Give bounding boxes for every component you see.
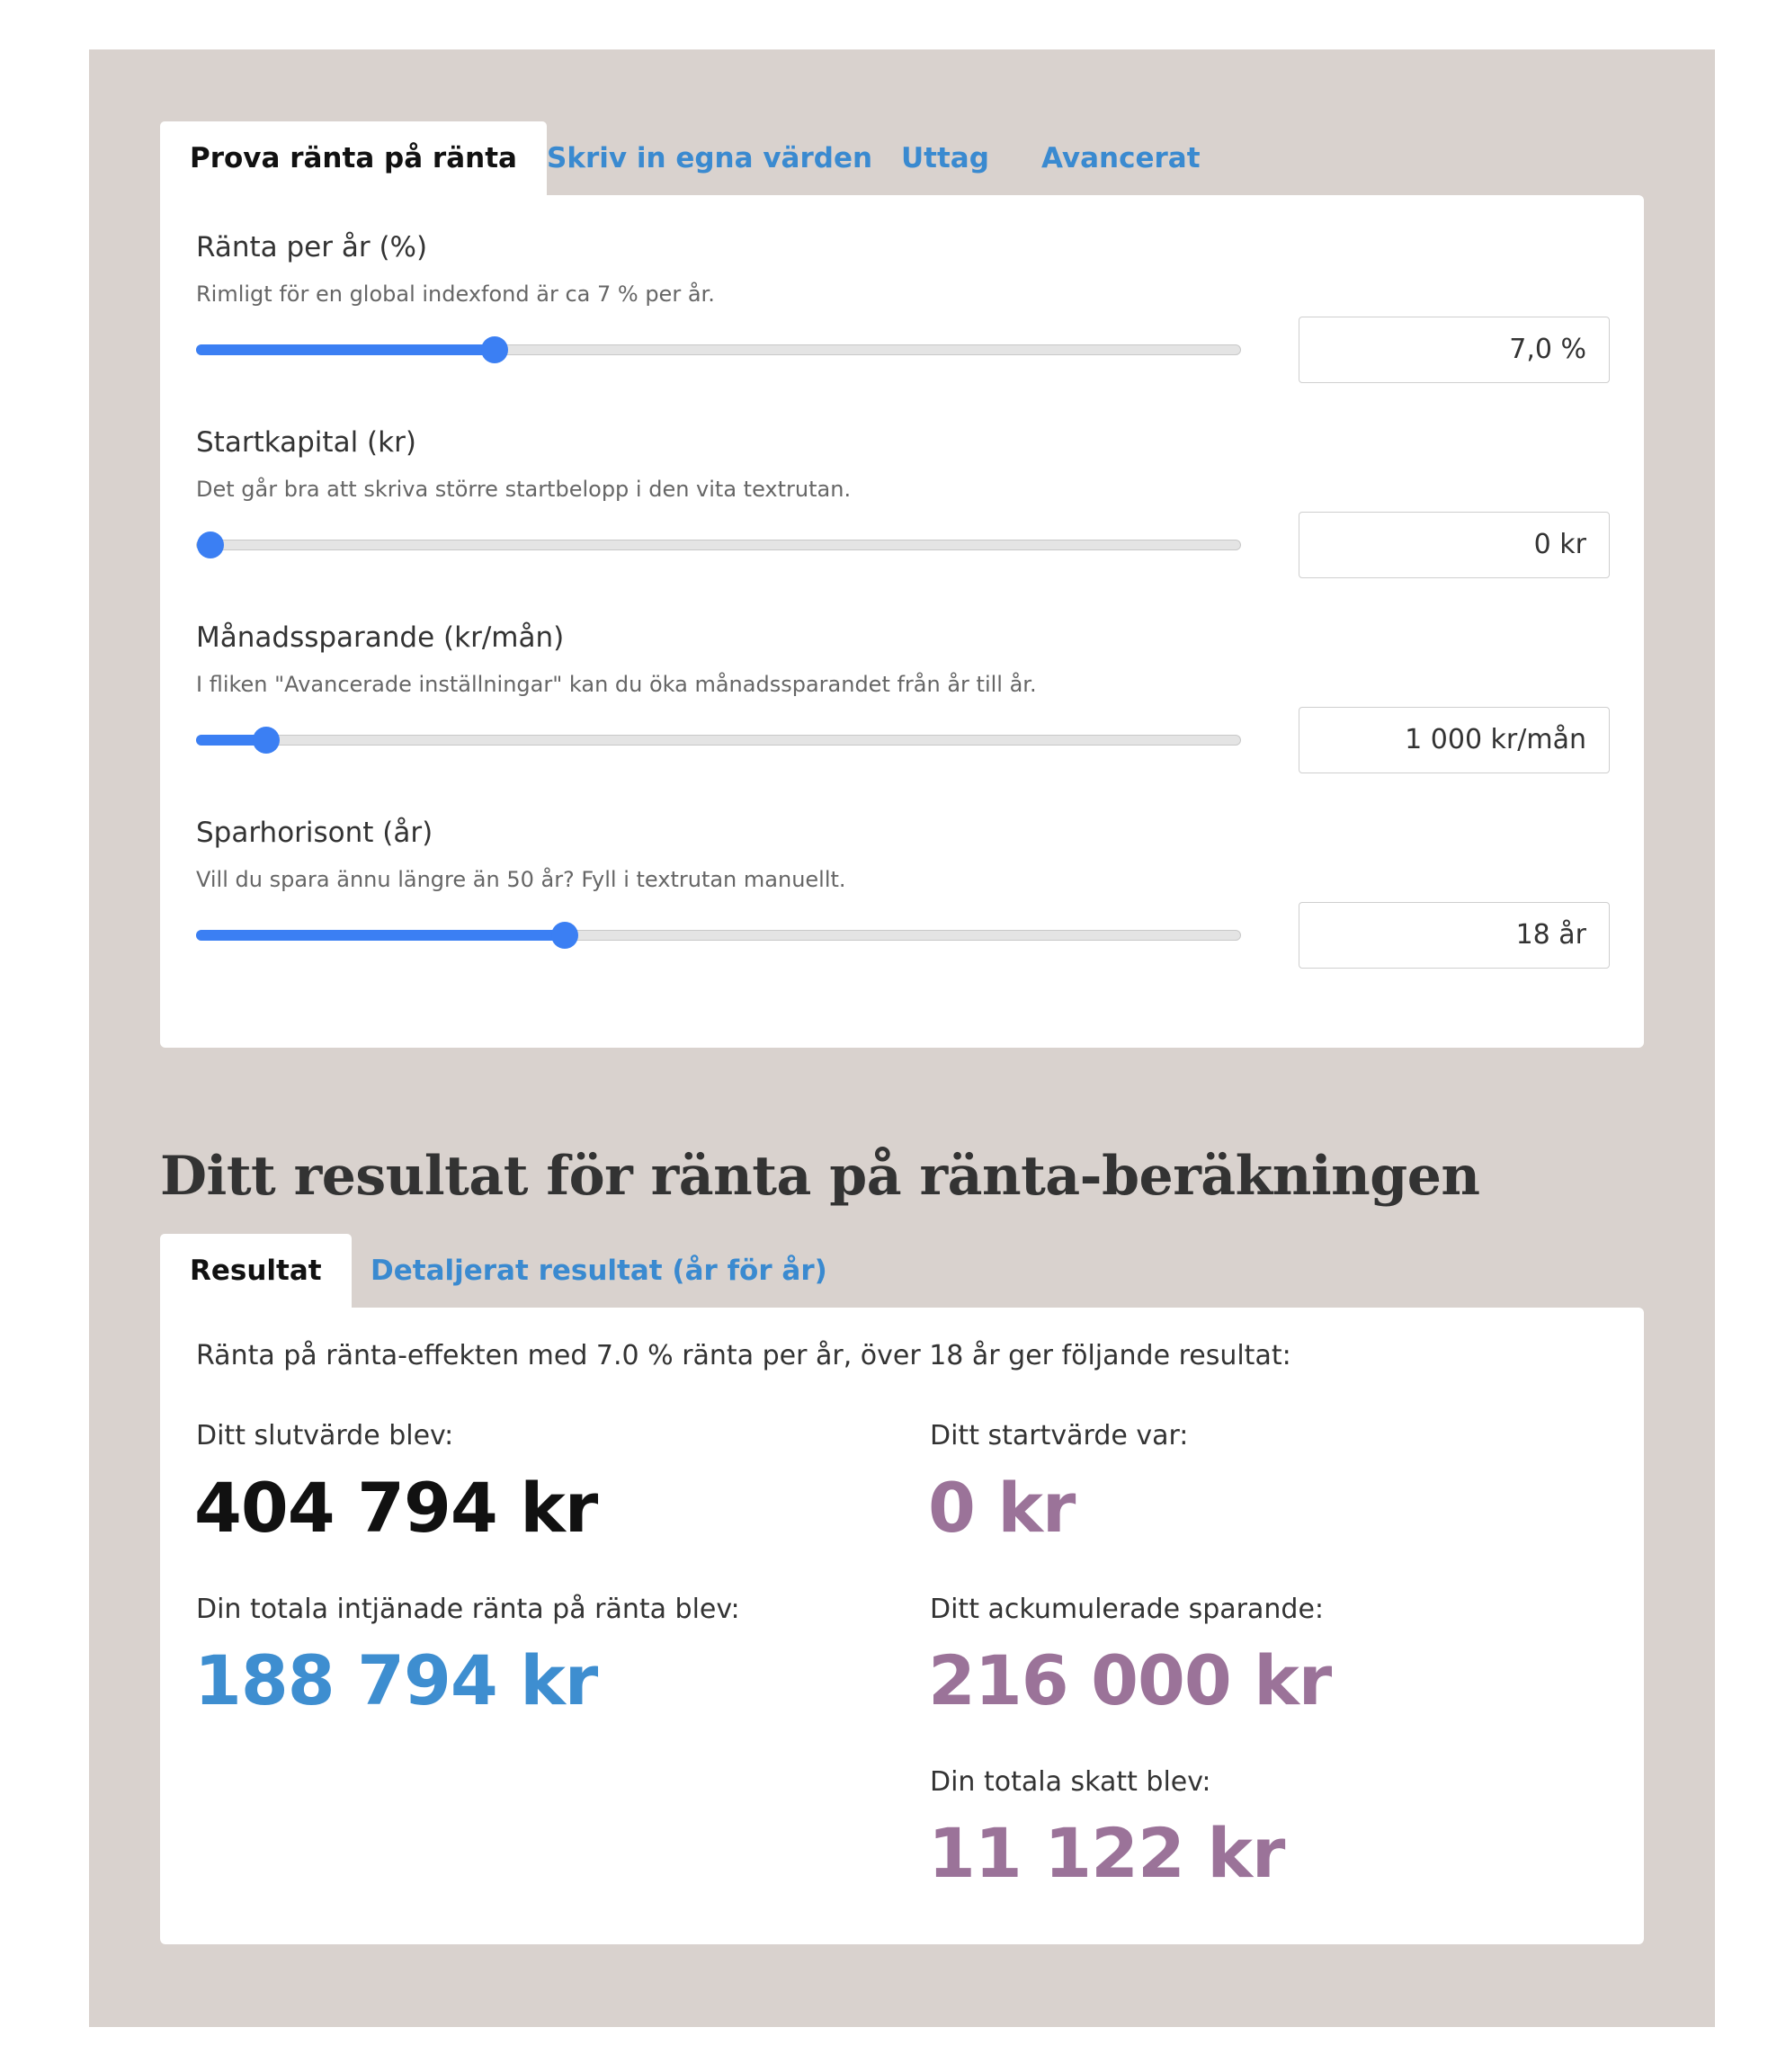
calculator-content <box>160 121 1644 1893</box>
ranta-input[interactable]: 7,0 % <box>1299 317 1610 383</box>
end-value: 404 794 kr <box>194 1468 598 1548</box>
slider-fill <box>196 344 494 355</box>
manadssparande-input[interactable]: 1 000 kr/mån <box>1299 707 1610 773</box>
tab-prova-ranta[interactable]: Prova ränta på ränta <box>160 121 547 195</box>
slider-label: Månadssparande (kr/mån) <box>196 621 565 654</box>
tab-avancerat[interactable]: Avancerat <box>1041 142 1201 174</box>
slider-hint: I fliken "Avancerade inställningar" kan du öka månadssparandet från år till år. <box>196 672 1037 697</box>
tab-uttag[interactable]: Uttag <box>901 142 989 174</box>
slider-hint: Det går bra att skriva större startbelopp i den vita textrutan. <box>196 477 852 502</box>
result-summary: Ränta på ränta-effekten med 7.0 % ränta per år, över 18 år ger följande resultat: <box>196 1340 1291 1371</box>
accumulated-label: Ditt ackumulerade sparande: <box>930 1594 1325 1625</box>
sparhorisont-input[interactable]: 18 år <box>1299 902 1610 969</box>
result-heading: Ditt resultat för ränta på ränta-beräkningen <box>160 1145 1480 1208</box>
calculator-container <box>89 49 1715 2027</box>
start-value-label: Ditt startvärde var: <box>930 1420 1189 1451</box>
slider-hint: Rimligt för en global indexfond är ca 7 % per år. <box>196 281 715 307</box>
end-value-label: Ditt slutvärde blev: <box>196 1420 454 1451</box>
slider-track[interactable] <box>196 540 1241 550</box>
startkapital-input[interactable]: 0 kr <box>1299 512 1610 578</box>
slider-track[interactable] <box>196 735 1241 746</box>
accumulated-value: 216 000 kr <box>928 1640 1332 1720</box>
interest-label: Din totala intjänade ränta på ränta blev: <box>196 1594 740 1625</box>
start-value: 0 kr <box>928 1468 1076 1548</box>
input-tabs <box>160 121 1644 195</box>
tab-detaljerat-resultat[interactable]: Detaljerat resultat (år för år) <box>371 1255 827 1287</box>
slider-thumb[interactable] <box>197 531 224 558</box>
interest-value: 188 794 kr <box>194 1640 598 1720</box>
result-panel <box>160 1308 1644 1944</box>
slider-fill <box>196 930 564 941</box>
tab-resultat[interactable]: Resultat <box>160 1234 352 1308</box>
tax-label: Din totala skatt blev: <box>930 1766 1211 1798</box>
tax-value: 11 122 kr <box>928 1813 1285 1893</box>
slider-track[interactable] <box>196 930 1241 941</box>
slider-thumb[interactable] <box>253 727 280 754</box>
slider-track[interactable] <box>196 344 1241 355</box>
slider-thumb[interactable] <box>551 922 578 949</box>
slider-label: Ränta per år (%) <box>196 231 428 263</box>
slider-label: Startkapital (kr) <box>196 426 416 459</box>
slider-hint: Vill du spara ännu längre än 50 år? Fyll i textrutan manuellt. <box>196 867 846 892</box>
slider-thumb[interactable] <box>481 336 508 363</box>
tab-egna-varden[interactable]: Skriv in egna värden <box>547 142 873 174</box>
result-tabs <box>160 1234 1644 1308</box>
slider-label: Sparhorisont (år) <box>196 817 433 849</box>
input-panel <box>160 195 1644 1048</box>
